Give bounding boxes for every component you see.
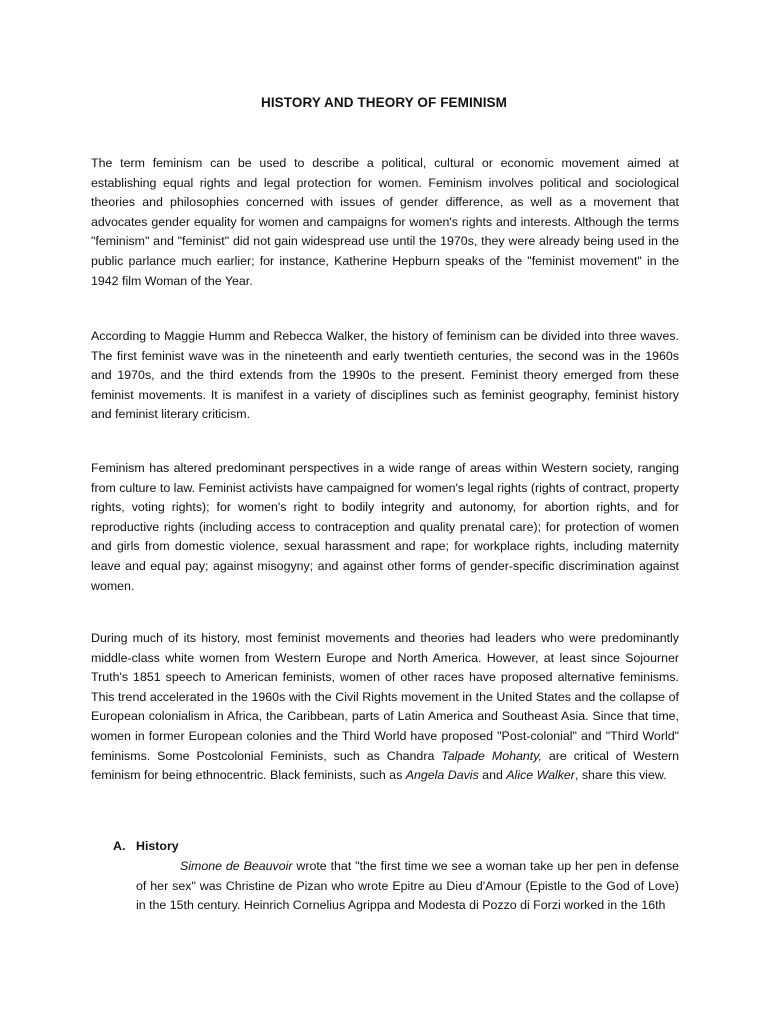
paragraph-waves: According to Maggie Humm and Rebecca Walker, the history of feminism can be divided into three waves. The first feminist wave was in the nineteenth and early twentieth centuries, the second was in the 1960s and 1970s, and the third extends from the 1990s to the present. Feminist theory emerged from these feminist movements. It is manifest in a variety of disciplines such as feminist geography, feminist history and feminist literary criticism. — [91, 329, 679, 422]
name-alice-walker: Alice Walker — [506, 768, 575, 783]
name-simone-de-beauvoir: Simone de Beauvoir — [180, 859, 293, 873]
paragraph-history-text: wrote that "the first time we see a woman take up her pen in defense of her sex" was Christine de Pizan who wrote Epitre au Dieu d'Amour (Epistle to the God of Love) in the 15th century. Heinrich Cornelius Agrippa and Modesta di Pozzo di Forzi worked in the 16th — [136, 859, 679, 913]
paragraph-definition: The term feminism can be used to describe a political, cultural or economic movement aimed at establishing equal rights and legal protection for women. Feminism involves political and sociological theories and philosophies concerned with issues of gender difference, as well as a movement that advocates gender equality for women and campaigns for women's rights and interests. Although the terms "feminism" and "feminist" did not gain widespread use until the 1970s, they were already being used in the public parlance much earlier; for instance, Katherine Hepburn speaks of the "feminist movement" in the 1942 film Woman of the Year. — [91, 156, 679, 288]
paragraph-leaders-text-3: and — [478, 768, 507, 783]
section-heading-history — [113, 837, 179, 857]
paragraph-leaders — [91, 629, 679, 786]
section-heading-label: History — [136, 839, 179, 853]
document-title: HISTORY AND THEORY OF FEMINISM — [260, 95, 508, 110]
paragraph-perspectives: Feminism has altered predominant perspectives in a wide range of areas within Western society, ranging from culture to law. Feminist activists have campaigned for women's legal rights (rights of contract, property rights, voting rights); for women's right to bodily integrity and autonomy, for abortion rights, and for reproductive rights (including access to contraception and quality prenatal care); for protection of women and girls from domestic violence, sexual harassment and rape; for workplace rights, including maternity leave and equal pay; against misogyny; and against other forms of gender-specific discrimination against women. — [91, 461, 679, 593]
section-marker: A. — [113, 839, 126, 853]
paragraph-history — [136, 857, 679, 916]
paragraph-leaders-text-4: , share this view. — [574, 768, 667, 783]
name-angela-davis: Angela Davis — [405, 768, 479, 783]
paragraph-leaders-text-1: During much of its history, most feminist movements and theories had leaders who were predominantly middle-class white women from Western Europe and North America. However, at least since Sojourner Truth's 1851 speech to American feminists, women of other races have proposed alternative feminisms. This trend accelerated in the 1960s with the Civil Rights movement in the United States and the collapse of European colonialism in Africa, the Caribbean, parts of Latin America and Southeast Asia. Since that time, women in former European colonies and the Third World have proposed "Post-colonial" and "Third World" feminisms. Some Postcolonial Feminists, such as Chandra — [91, 631, 679, 763]
name-talpade-mohanty: Talpade Mohanty, — [441, 748, 542, 763]
paragraph-leaders-text-2: are critical of Western feminism for being ethnocentric. Black feminists, such as — [91, 748, 679, 783]
